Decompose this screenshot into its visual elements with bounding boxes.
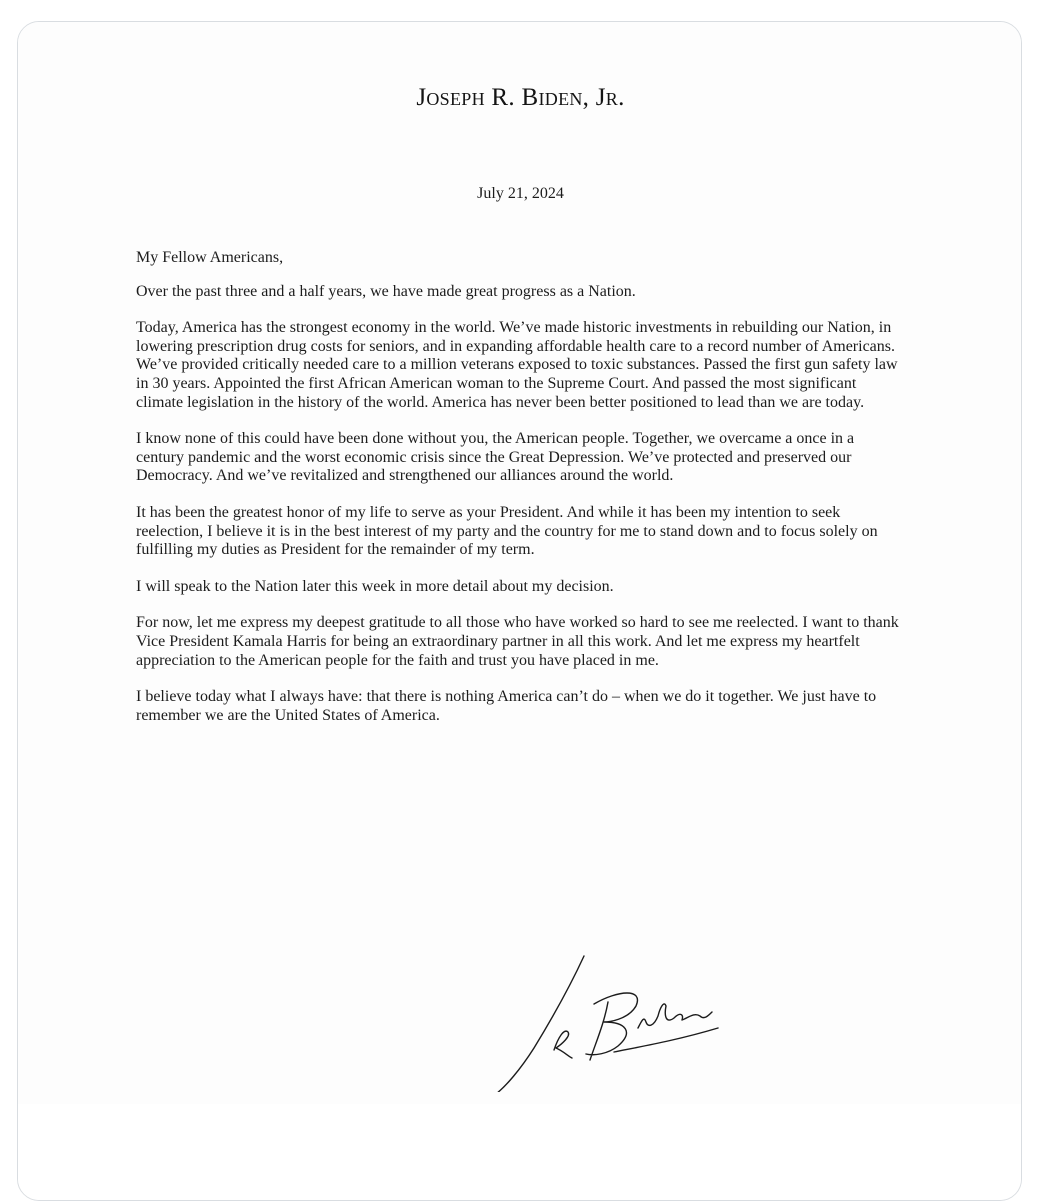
paragraph-3: I know none of this could have been done without you, the American people. Together, we overcame a once in a century pandemic and the worst economic crisis since the Great Depression. We’ve protected and preserved our Democracy. And we’ve revitalized and strengthened our alliances around the world. (136, 430, 855, 485)
letter-date: July 21, 2024 (477, 185, 564, 202)
signature-stroke-j (496, 956, 584, 1092)
post-image-card[interactable] (17, 21, 1022, 1201)
signature-stroke-underline (614, 1028, 718, 1052)
signature-image (468, 952, 728, 1092)
letterhead: Joseph R. Biden, Jr. (416, 84, 625, 111)
card-footer-area (18, 1104, 1021, 1201)
signature-stroke-iden (638, 1004, 712, 1028)
letter-document (18, 22, 1022, 1103)
signature-stroke-b (586, 993, 637, 1060)
salutation: My Fellow Americans, (136, 249, 284, 266)
letter-body (136, 249, 906, 743)
paragraph-5: I will speak to the Nation later this week in more detail about my decision. (136, 577, 614, 595)
paragraph-4: It has been the greatest honor of my life to serve as your President. And while it has been my intention to seek reelection, I believe it is in the best interest of my party and the country for me to stand down and to focus solely on fulfilling my duties as President for the remainder of my term. (136, 503, 878, 559)
signature-stroke-r (554, 1031, 572, 1058)
paragraph-1: Over the past three and a half years, we have made great progress as a Nation. (136, 282, 636, 300)
paragraph-2: Today, America has the strongest economy in the world. We’ve made historic investments in rebuilding our Nation, in lowering prescription drug costs for seniors, and in expanding affordable health care to a record number of Americans. We’ve provided critically needed care to a million veterans exposed to toxic substances. Passed the first gun safety law in 30 years. Appointed the first African American woman to the Supreme Court. And passed the most significant climate legislation in the history of the world. America has never been better positioned to lead than we are today. (136, 319, 898, 411)
paragraph-6: For now, let me express my deepest gratitude to all those who have worked so hard to see me reelected. I want to thank Vice President Kamala Harris for being an extraordinary partner in all this work. And let me express my heartfelt appreciation to the American people for the faith and trust you have placed in me. (136, 614, 899, 669)
paragraph-7: I believe today what I always have: that there is nothing America can’t do – when we do it together. We just have to remember we are the United States of America. (136, 688, 877, 724)
